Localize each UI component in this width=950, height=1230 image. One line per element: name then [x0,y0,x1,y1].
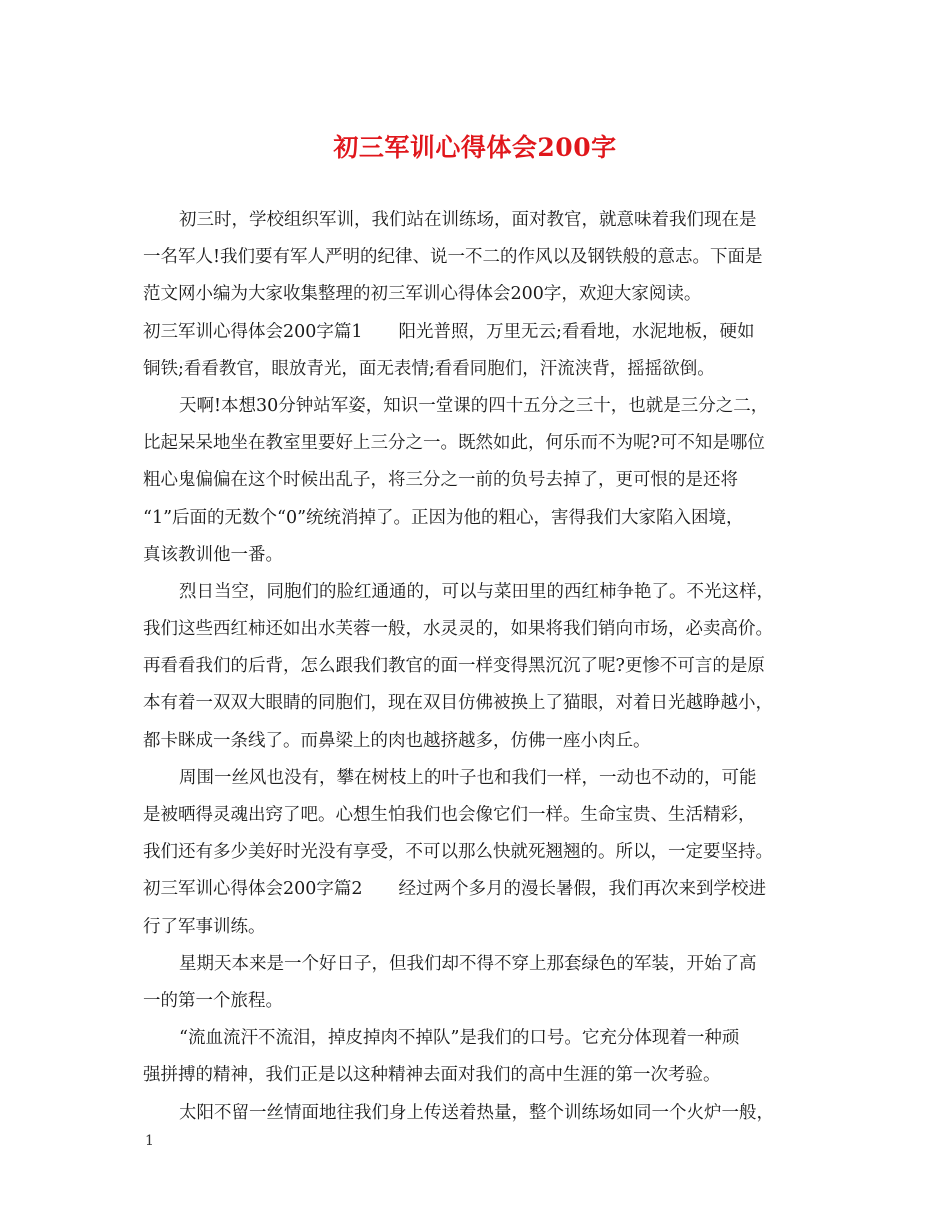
text-line [143,1020,823,1057]
line-text: 本有着一双双大眼睛的同胞们，现在双目仿佛被换上了猫眼，对着日光越睁越小， [143,693,773,714]
text-line [143,946,823,983]
line-text: 是被晒得灵魂出窍了吧。心想生怕我们也会像它们一样。生命宝贵、生活精彩， [143,805,756,825]
text-line [143,723,823,760]
document-title: 初三军训心得体会200字 [333,133,617,162]
line-text: 粗心鬼偏偏在这个时候出乱子，将三分之一前的负号去掉了，更可恨的是还将 [143,470,738,491]
line-text: 我们这些西红柿还如出水芙蓉一般，水灵灵的，如果将我们销向市场，必卖高价。 [143,619,773,640]
text-line [143,760,823,797]
page-number: 1 [145,1133,154,1149]
text-line [143,239,823,276]
text-line [143,388,823,425]
line-text: 星期天本来是一个好日子，但我们却不得不穿上那套绿色的军装，开始了高 [179,953,757,974]
line-text: 一的第一个旅程。 [143,990,283,1011]
text-line [143,500,823,537]
section-heading: 初三军训心得体会200字篇2 [143,879,363,900]
line-text: 真该教训他一番。 [143,544,283,565]
line-text: 强拼搏的精神，我们正是以这种精神去面对我们的高中生涯的第一次考验。 [143,1065,721,1086]
text-line [143,202,823,239]
line-text: 周围一丝风也没有，攀在树枝上的叶子也和我们一样，一动也不动的，可能 [179,767,757,788]
text-line [143,871,823,908]
text-line [143,685,823,722]
section-heading: 初三军训心得体会200字篇1 [143,321,363,342]
text-line [143,1095,823,1132]
text-line [143,351,823,388]
line-text: “1”后面的无数个“0”统统消掉了。正因为他的粗心，害得我们大家陷入困境， [143,507,744,528]
text-line [143,983,823,1020]
line-text: 都卡眯成一条线了。而鼻梁上的肉也越挤越多，仿佛一座小肉丘。 [143,730,651,751]
line-text: 再看看我们的后背，怎么跟我们教官的面一样变得黑沉沉了呢?更惨不可言的是原 [143,656,765,677]
line-text: 一名军人!我们要有军人严明的纪律、说一不二的作风以及钢铁般的意志。下面是 [143,247,763,268]
line-text: 太阳不留一丝情面地往我们身上传送着热量，整个训练场如同一个火炉一般， [179,1102,774,1123]
line-text: 烈日当空，同胞们的脸红通通的，可以与菜田里的西红柿争艳了。不光这样， [179,581,774,602]
text-line [143,834,823,871]
line-text: 天啊!本想30分钟站军姿，知识一堂课的四十五分之三十，也就是三分之二， [179,395,769,416]
line-text: 行了军事训练。 [143,916,266,937]
text-line [143,314,823,351]
line-text: 经过两个多月的漫长暑假，我们再次来到学校进 [398,879,767,900]
line-text: 阳光普照，万里无云;看看地，水泥地板，硬如 [398,321,755,342]
document-body [143,202,823,1132]
text-line [143,1057,823,1094]
line-text: “流血流汗不流泪，掉皮掉肉不掉队”是我们的口号。它充分体现着一种顽 [179,1028,740,1049]
text-line [143,537,823,574]
line-text: 范文网小编为大家收集整理的初三军训心得体会200字，欢迎大家阅读。 [143,284,702,305]
text-line [143,611,823,648]
text-line [143,648,823,685]
line-text: 比起呆呆地坐在教室里要好上三分之一。既然如此，何乐而不为呢?可不知是哪位 [143,433,765,454]
text-line [143,797,823,834]
text-line [143,276,823,313]
text-line [143,425,823,462]
line-text: 我们还有多少美好时光没有享受，不可以那么快就死翘翘的。所以，一定要坚持。 [143,842,773,863]
text-line [143,909,823,946]
text-line [143,574,823,611]
line-text: 铜铁;看看教官，眼放青光，面无表情;看看同胞们，汗流浃背，摇摇欲倒。 [143,358,715,379]
text-line [143,462,823,499]
line-text: 初三时，学校组织军训，我们站在训练场，面对教官，就意味着我们现在是 [179,210,757,230]
